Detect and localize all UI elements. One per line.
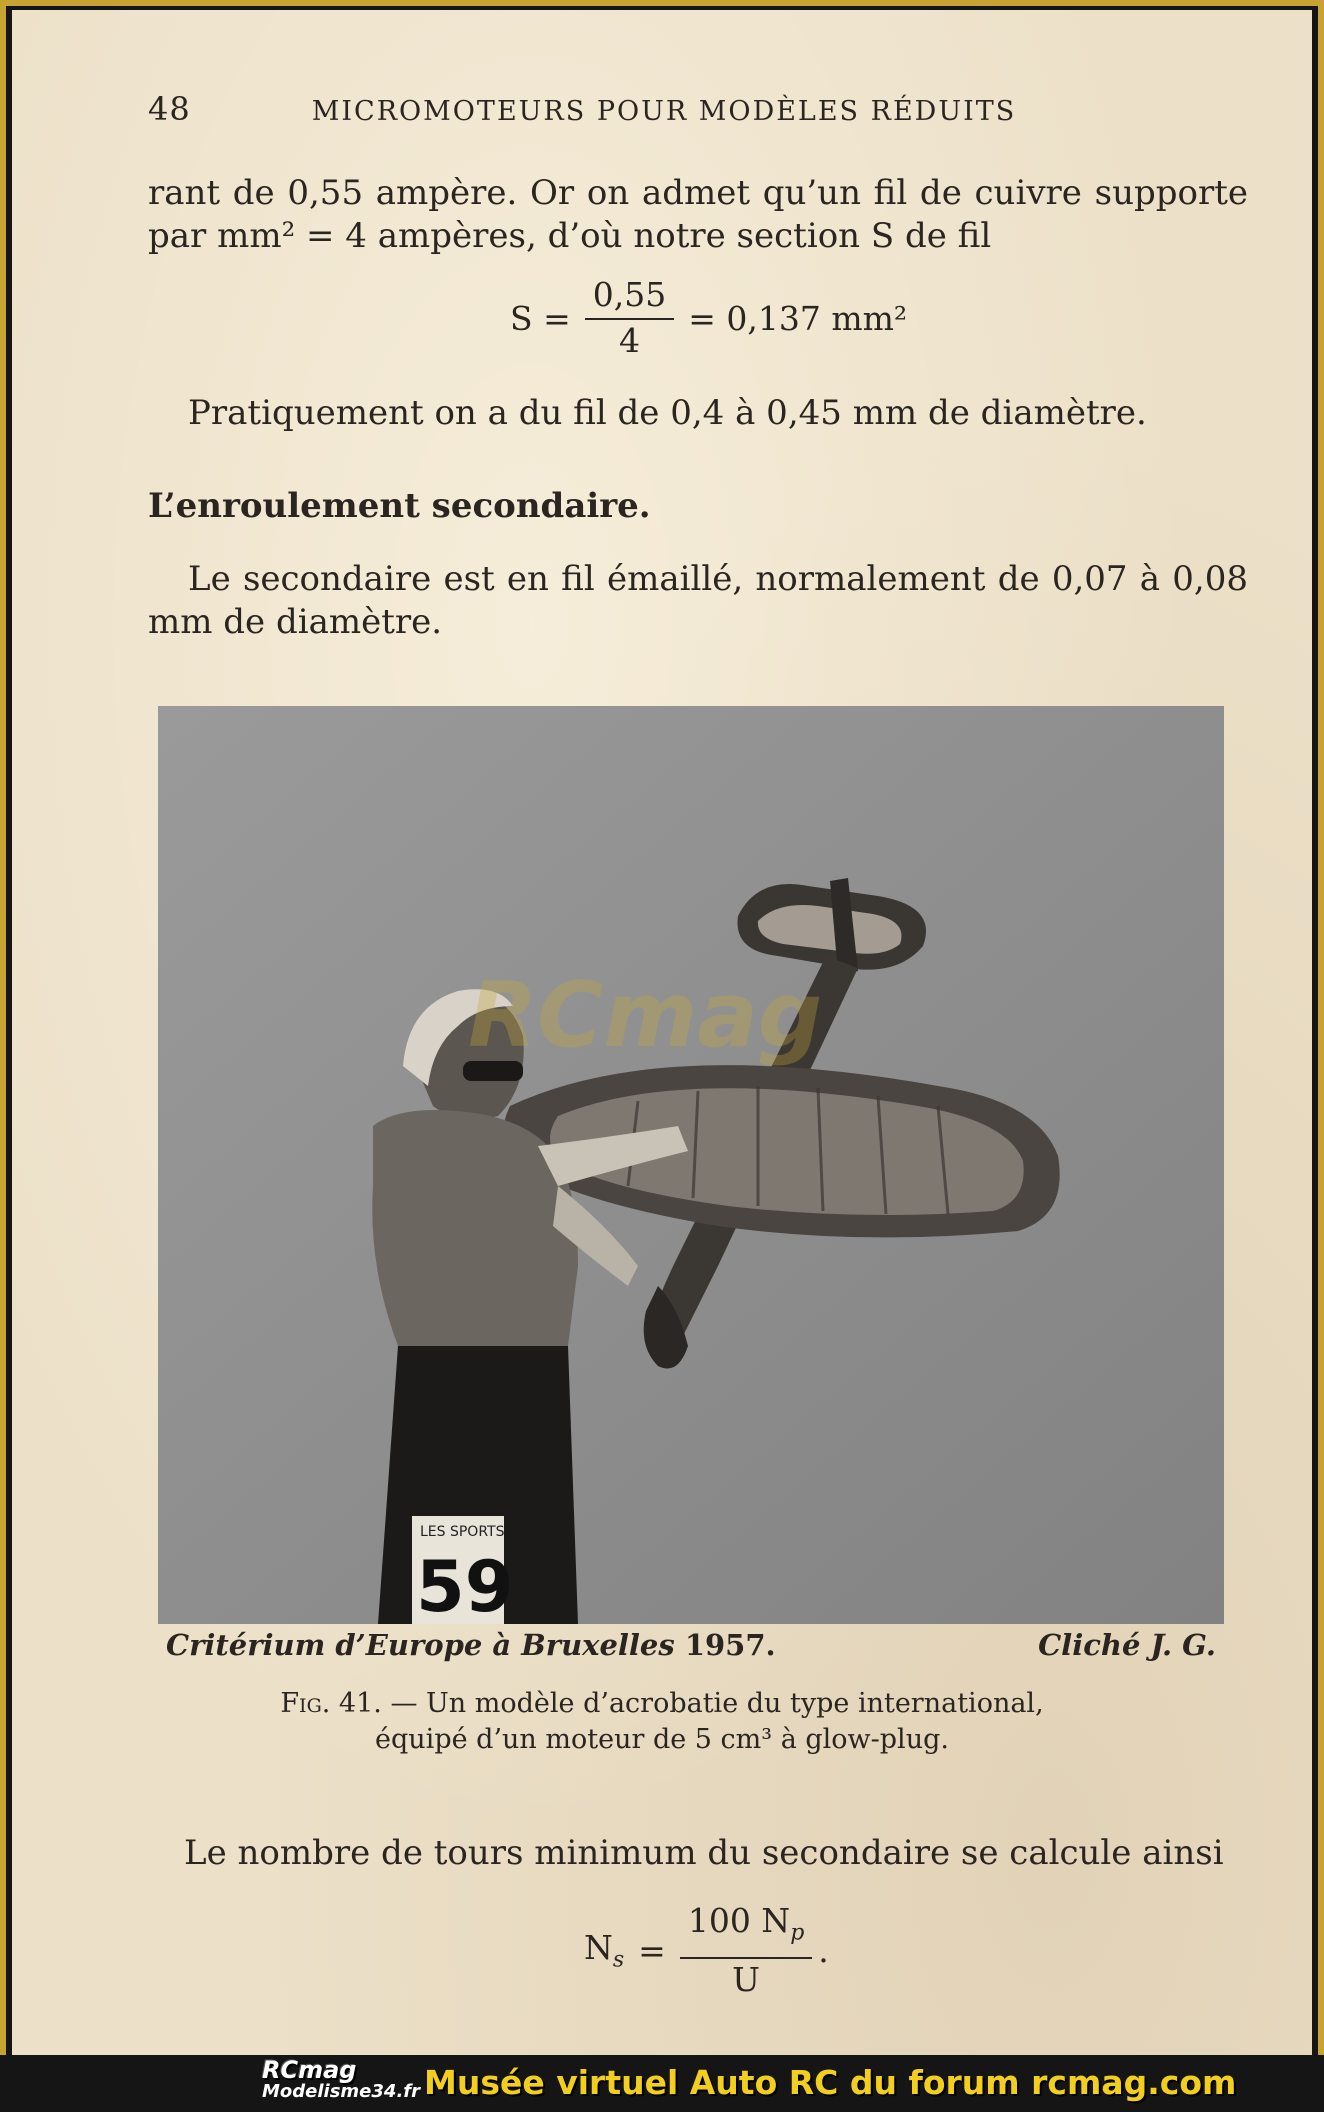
formula-fraction	[585, 276, 674, 360]
photo-credit-event	[166, 1628, 776, 1662]
logo-line-1: RCmag	[262, 2056, 357, 2084]
formula2-period: .	[818, 1930, 829, 1970]
bib-number: 59	[416, 1546, 514, 1624]
formula2-num-text: 100 N	[687, 1901, 791, 1940]
formula2-numerator	[680, 1902, 812, 1959]
running-header	[136, 90, 1192, 130]
formula-numerator: 0,55	[585, 276, 674, 320]
formula-wire-section	[510, 276, 907, 360]
figure-caption	[12, 1686, 1312, 1758]
photo-aerobatic-model	[158, 706, 1224, 1624]
book-page	[12, 10, 1312, 2055]
photo-illustration	[158, 706, 1224, 1624]
bib-text: LES SPORTS	[420, 1524, 505, 1540]
formula-rhs: = 0,137 mm²	[688, 298, 908, 338]
formula-denominator: 4	[618, 321, 640, 360]
formula2-equals: =	[638, 1930, 666, 1970]
site-logo[interactable]	[262, 2056, 420, 2103]
site-banner	[0, 2055, 1324, 2112]
credit-event: Critérium d’Europe à Bruxelles	[166, 1628, 675, 1662]
formula2-lhs-symbol: N	[584, 1928, 613, 1967]
section-heading: L’enroulement secondaire.	[148, 486, 651, 526]
paragraph-current-section: rant de 0,55 ampère. Or on admet qu’un fil de cuivre supporte par mm² = 4 ampères, d’où notre section S de fil	[148, 173, 1248, 256]
page-number: 48	[148, 90, 191, 128]
caption-text-1: — Un modèle d’acrobatie du type international,	[390, 1688, 1044, 1719]
banner-message[interactable]: Musée virtuel Auto RC du forum rcmag.com	[424, 2063, 1237, 2102]
caption-line-1	[12, 1686, 1312, 1722]
formula2-num-sub: p	[790, 1920, 805, 1946]
credit-year: 1957.	[684, 1628, 776, 1662]
paragraph-secondary-turns: Le nombre de tours minimum du secondaire se calcule ainsi	[184, 1833, 1224, 1873]
paragraph-secondary-wire: Le secondaire est en fil émaillé, normalement de 0,07 à 0,08 mm de diamètre.	[148, 559, 1248, 642]
photo-credit-author: Cliché J. G.	[1038, 1628, 1216, 1662]
caption-fig-label: Fig. 41.	[280, 1688, 382, 1719]
formula-secondary-turns	[584, 1902, 829, 1999]
formula2-denominator: U	[732, 1959, 760, 1999]
caption-line-2: équipé d’un moteur de 5 cm³ à glow-plug.	[375, 1724, 949, 1755]
formula-lhs: S =	[510, 298, 571, 338]
running-title: MICROMOTEURS POUR MODÈLES RÉDUITS	[311, 96, 1017, 127]
logo-line-2: Modelisme34.fr	[262, 2081, 420, 2102]
formula2-fraction	[680, 1902, 812, 1999]
watermark-logo: RCmag	[468, 963, 823, 1068]
paragraph-wire-diameter: Pratiquement on a du fil de 0,4 à 0,45 mm de diamètre.	[188, 393, 1147, 433]
formula2-lhs-sub: s	[612, 1947, 625, 1973]
formula2-lhs	[584, 1928, 624, 1973]
